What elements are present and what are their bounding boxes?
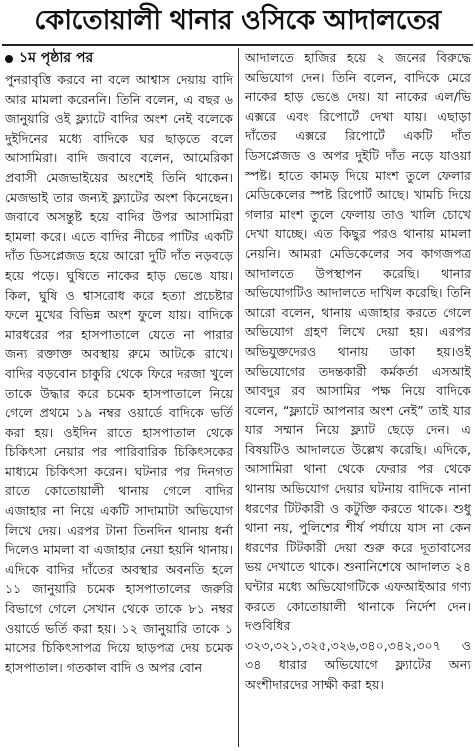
- right-column: [245, 48, 471, 749]
- headline-rule: [2, 44, 473, 46]
- continued-label-text: ১ম পৃষ্ঠার পর: [19, 50, 94, 67]
- right-column-paragraph: আদালতে হাজির হয়ে ২ জনের বিরুদ্ধে অভিযোগ দেন। তিনি বলেন, বাদিকে মেরে নাকের হাড় ভেঙে দেয়। যা নাকের এল/ভি এক্সরে এবং রিপোর্টে দেখা যায়। এছাড়া দাঁতের এক্সরে রিপোর্টে একটি দাঁত ডিসপ্লেজড ও অপর দুইটি দাঁত নড়ে যাওয়া স্পষ্ট। হাতে কামড় দিয়ে মাংশ তুলে ফেলার মেডিকেলের স্পষ্ট রিপোর্ট আছে। খামচি দিয়ে গলার মাংশ তুলে ফেলায় তাও খালি চোখে দেখা যাচ্ছে। এত কিছুর পরও থানায় মামলা নেয়নি। আমরা মেডিকেলের সব কাগজপত্র আদালতে উপস্থাপন করেছি। থানার অভিযোগটিও আদালতে দাখিল করেছি। তিনি আরো বলেন, থানায় এজাহার করতে গেলে অভিযোগ গ্রহণ লিখে দেয়া হয়। এরপর অভিযুক্তদেরও থানায় ডাকা হয়।ওই অভিযোগের তদন্তকারী কর্মকর্তা এসআই আবদুর রব আসামির পক্ষ নিয়ে বাদিকে বলেন, “ফ্ল্যাটে আপনার অংশ নেই” তাই যার যার সম্মান নিয়ে ফ্ল্যাট ছেড়ে দেন। এ বিষয়টিও আদালতে উল্লেখ করেছি। এদিকে, আসামিরা থানা থেকে ফেরার পর থেকে থানায় অভিযোগ দেয়ার ঘটনায় বাদিকে নানা ধরণের টিটকারী ও কটুক্তি করতে থাকে। শুধু থানা নয়, পুলিশের শীর্ষ পর্যায়ে যাস না কেন ধরণের টিটকারী দেয়া শুরু করে দূতাবাসের ভয় দেখাতে থাকে। শুনানিশেষে আদালত ২৪ ঘন্টার মধ্যে অভিযোগটিকে এফআইআর গণ্য করতে কোতোয়ালী থানাকে নির্দেশ দেন। দণ্ডবিধির ৩২৩,৩২১,৩২৫,৩২৬,৩৪০,৩৪২,৩০৭ ও ৩৪ ধারার অভিযোগে ফ্ল্যাটের অন্য অংশীদারদের সাক্ষী করা হয়।: [245, 50, 471, 692]
- headline: কোতোয়ালী থানার ওসিকে আদালতের: [34, 4, 441, 36]
- left-column: [5, 48, 233, 749]
- column-divider: [238, 48, 239, 747]
- left-column-paragraph: পুনরাবৃত্তি করবে না বলে আশ্বাস দেয়ায় বাদি আর মামলা করেননি। তিনি বলেন, এ বছর ৬ জানুয়ারি ওই ফ্ল্যাটে বাদির অংশ নেই বলেকে দুইদিনের মধ্যে বাদিকে ঘর ছাড়তে বলে আসামিরা। বাদি জবাবে বলেন, আমেরিকা প্রবাসী মেজভাইয়ের অংশেই তিনি থাকেন। মেজভাই তার জন্যই ফ্ল্যাটের অংশ কিনেছেন। জবাবে অসন্তুষ্ট হয়ে বাদির উপর আসামিরা হামলা করে। এতে বাদির নীচের পাটির একটি দাঁত ডিসপ্লেজড হয়ে আরো দুটি দাঁত নড়বড়ে হয়ে পড়ে। ঘুষিতে নাকের হাড় ভেঙে যায়। কিল, ঘুষি ও শ্বাসরোধ করে হত্যা প্রচেষ্টার ফলে মুখের বিভিন্ন অংশ ফুলে যায়। বাদিকে মারধরের পর হাসপাতালে যেতে না পারার জন্য রক্তাক্ত অবস্থায় রুমে আটকে রাখে। বাদির বড়বোন চাকুরি থেকে ফিরে দরজা খুলে তাকে উদ্ধার করে চমেক হাসপাতালে নিয়ে গেলে প্রথমে ১৯ নম্বর ওয়ার্ডে বাদিকে ভর্তি করা হয়। ওইদিন রাতে হাসপাতাল থেকে চিকিৎসা নেয়ার পর পারিবারিক চিকিৎসকের মাধ্যমে চিকিৎসা করেন। ঘটনার পর দিনগত রাতে কোতোয়ালী থানায় গেলে বাদির এজাহার না নিয়ে একটি সাদামাটা অভিযোগ লিখে দেয়। এরপর টানা তিনদিন থানায় ধর্না দিলেও মামলা বা এজাহার নেয়া হয়নি থানায়। এদিকে বাদির দাঁতের অবস্থার অবনতি হলে ১১ জানুয়ারি চমেক হাসপাতালের জরুরি বিভাগে গেলে সেখান থেকে তাকে ৮১ নম্বর ওয়ার্ডে ভর্তি করা হয়। ১২ জানুয়ারি তাকে ১ মাসের চিকিৎসাপত্র দিয়ে ছাড়পত্র দেয় চমেক হাসপাতাল। গতকাল বাদি ও অপর বোন: [5, 72, 233, 675]
- continued-from-label: [5, 48, 233, 70]
- bullet-icon: [5, 55, 13, 63]
